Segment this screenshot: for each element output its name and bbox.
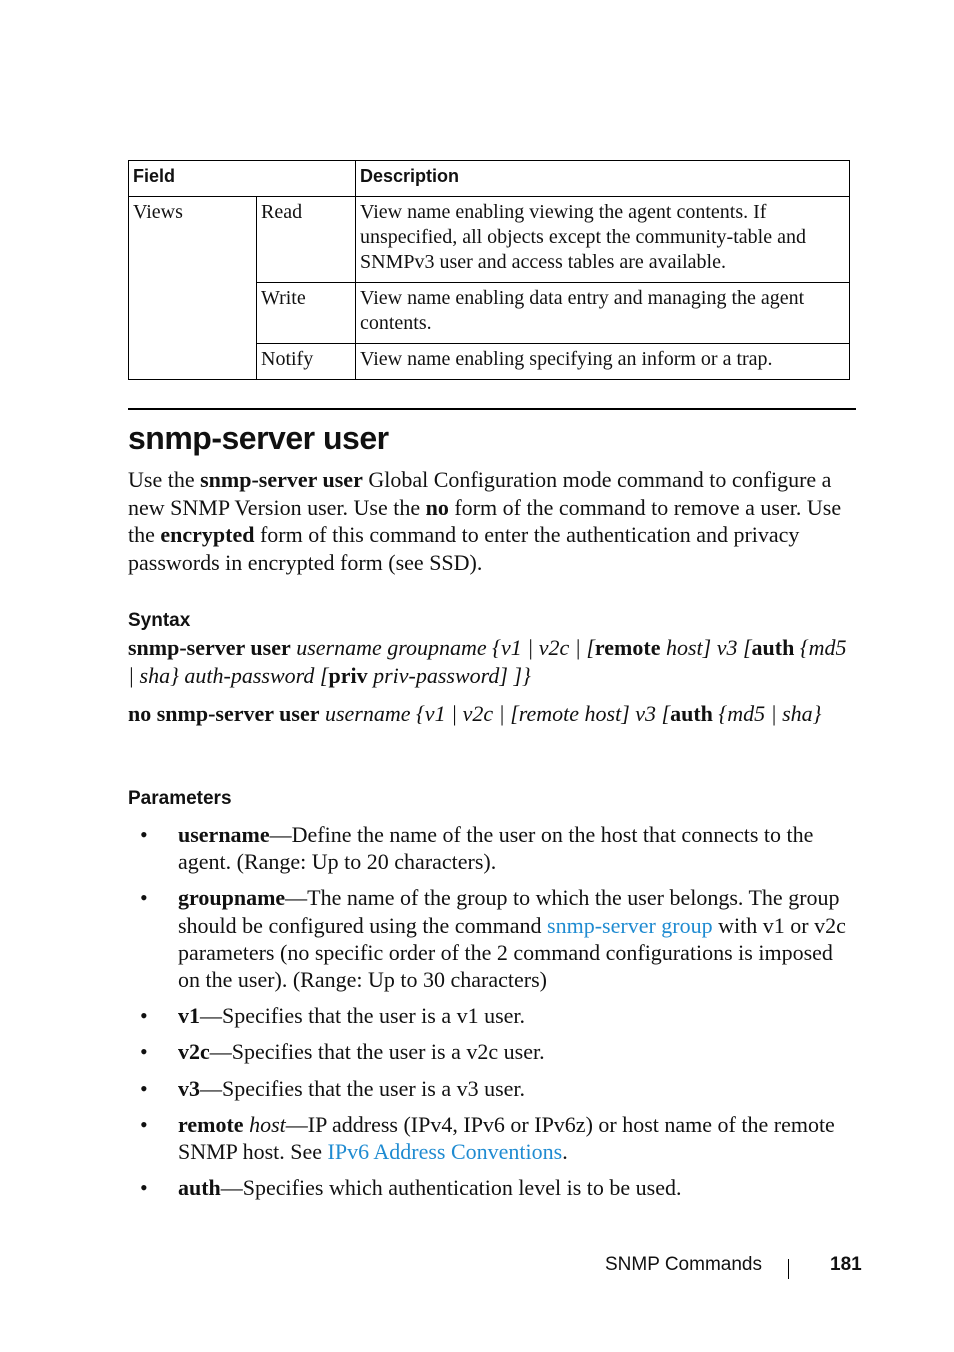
table-cell-notify-desc: View name enabling specifying an inform or a trap. (356, 344, 850, 380)
list-item (128, 1111, 856, 1165)
intro-no-keyword: no (425, 494, 449, 520)
table-row (129, 197, 850, 283)
table-cell-write: Write (257, 283, 356, 344)
syntax-line-1 (128, 634, 856, 689)
intro-text: Global Configuration mode command to configure a new SNMP Version user. Use the (128, 467, 832, 520)
bullet: • (140, 1039, 148, 1065)
syntax-args: username {v1 | v2c | [remote host] v3 [ (319, 701, 671, 726)
list-item (128, 1002, 856, 1029)
param-text: —IP address (IPv4, IPv6 or IPv6z) or host name of the remote SNMP host. See (178, 1111, 835, 1165)
list-item (128, 1174, 856, 1201)
footer-separator (788, 1259, 789, 1279)
intro-encrypted-keyword: encrypted (160, 522, 255, 547)
syntax-command: no snmp-server user (128, 701, 320, 726)
param-term: username (178, 822, 270, 847)
table-cell-write-desc: View name enabling data entry and managing the agent contents. (356, 283, 850, 344)
param-text: —Specifies that the user is a v3 user. (200, 1075, 526, 1101)
bullet: • (140, 822, 148, 847)
intro-command: snmp-server user (200, 467, 363, 492)
syntax-keyword: auth (751, 635, 795, 660)
param-term: v1 (178, 1003, 200, 1029)
param-term: remote (178, 1111, 244, 1137)
bullet: • (140, 885, 148, 911)
list-item (128, 1038, 856, 1065)
list-item (128, 1075, 856, 1102)
table-header-description: Description (356, 161, 850, 197)
footer-section-name: SNMP Commands (605, 1254, 762, 1275)
intro-paragraph (128, 466, 856, 576)
syntax-keyword: priv (328, 662, 368, 688)
bullet: • (140, 1003, 148, 1029)
syntax-args: username groupname {v1 | v2c | [ (290, 635, 595, 660)
section-title: snmp-server user (128, 420, 389, 456)
syntax-heading: Syntax (128, 610, 191, 631)
parameters-heading: Parameters (128, 788, 232, 809)
bullet: • (140, 1075, 148, 1101)
bullet: • (140, 1175, 148, 1201)
list-item (128, 821, 856, 875)
table-cell-notify: Notify (257, 344, 356, 380)
intro-text: Use the (128, 467, 201, 492)
table-cell-read: Read (257, 197, 356, 283)
section-rule (128, 408, 856, 410)
parameters-list (128, 821, 856, 1210)
syntax-keyword: auth (670, 701, 713, 726)
param-term: auth (178, 1175, 221, 1201)
param-text: —Specifies that the user is a v2c user. (209, 1039, 545, 1065)
syntax-command: snmp-server user (128, 635, 291, 660)
list-item (128, 884, 856, 993)
param-term-arg: host (243, 1111, 286, 1137)
param-text: . (562, 1139, 568, 1165)
syntax-args: priv-password] ]} (367, 662, 531, 688)
syntax-args: {md5 | sha} auth-password [ (128, 635, 847, 688)
intro-text: form of this command to enter the authentication and privacy passwords in encrypted form (see SSD). (128, 522, 800, 575)
syntax-keyword: remote (594, 635, 661, 660)
field-description-table (128, 160, 850, 380)
table-cell-views: Views (129, 197, 257, 380)
syntax-args: {md5 | sha} (712, 701, 822, 726)
param-text: —The name of the group to which the user belongs. The group should be configured using the command (178, 885, 840, 938)
param-term: groupname (178, 885, 286, 911)
table-cell-read-desc: View name enabling viewing the agent contents. If unspecified, all objects except the community-table and SNMPv3 user and access tables are available. (356, 197, 850, 283)
page-number: 181 (830, 1254, 862, 1275)
param-term: v3 (178, 1075, 200, 1101)
bullet: • (140, 1111, 148, 1137)
param-text: —Specifies that the user is a v1 user. (200, 1003, 526, 1029)
intro-text: form of the command to remove a user. Use the (128, 494, 842, 547)
ipv6-address-conventions-link[interactable]: IPv6 Address Conventions (327, 1139, 563, 1165)
table-header-field: Field (129, 161, 356, 197)
snmp-server-group-link[interactable]: snmp-server group (547, 912, 713, 938)
syntax-args: host] v3 [ (660, 635, 752, 660)
param-text: with v1 or v2c parameters (no specific order of the 2 command configurations is imposed on the user). (Range: Up to 30 characters) (178, 912, 846, 993)
param-term: v2c (178, 1039, 210, 1065)
param-text: —Specifies which authentication level is to be used. (220, 1175, 682, 1201)
param-text: —Define the name of the user on the host that connects to the agent. (Range: Up to 20 characters). (178, 822, 814, 875)
syntax-line-2 (128, 700, 856, 728)
